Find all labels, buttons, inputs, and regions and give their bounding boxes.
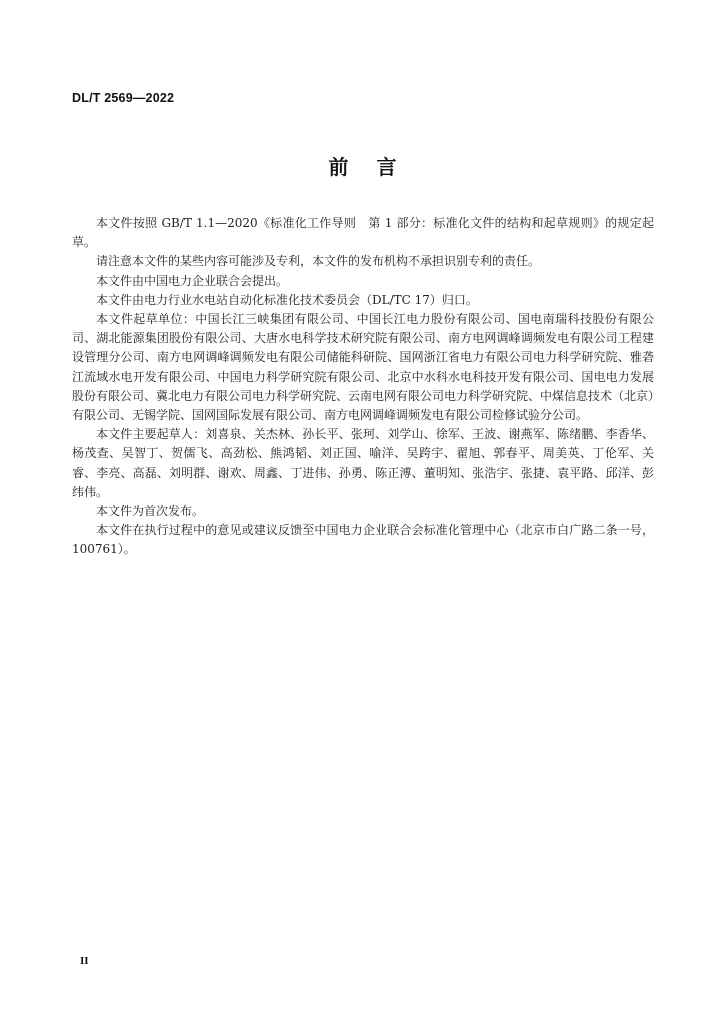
paragraph-proposer: 本文件由中国电力企业联合会提出。	[96, 273, 289, 288]
paragraph-drafting-rules: 本文件按照 GB/T 1.1—2020《标准化工作导则 第 1 部分：标准化文件的结构和起草规则》的规定起草。	[72, 216, 654, 250]
paragraph-drafters: 本文件主要起草人：刘喜泉、关杰林、孙长平、张珂、刘学山、徐军、王波、谢燕军、陈绪鹏、李香华、杨茂查、吴智丁、贺儒飞、高劲松、熊鸿韬、刘正国、喻洋、吴跨宇、翟旭、郭春平、周美英、丁伦军、关睿、李亮、高磊、刘明群、谢欢、周鑫、丁进伟、孙勇、陈正溥、董明知、张浩宇、张捷、袁平路、邱洋、彭纬伟。	[72, 427, 654, 499]
paragraph-technical-committee: 本文件由电力行业水电站自动化标准化技术委员会（DL/TC 17）归口。	[96, 292, 478, 307]
page-number: II	[80, 955, 89, 967]
paragraph-drafting-units: 本文件起草单位：中国长江三峡集团有限公司、中国长江电力股份有限公司、国电南瑞科技股份有限公司、湖北能源集团股份有限公司、大唐水电科学技术研究院有限公司、南方电网调峰调频发电有限公司工程建设管理分公司、南方电网调峰调频发电有限公司储能科研院、国网浙江省电力有限公司电力科学研究院、雅砻江流域水电开发有限公司、中国电力科学研究院有限公司、北京中水科水电科技开发有限公司、国电电力发展股份有限公司、冀北电力有限公司电力科学研究院、云南电网有限公司电力科学研究院、中煤信息技术（北京）有限公司、无锡学院、国网国际发展有限公司、南方电网调峰调频发电有限公司检修试验分公司。	[72, 312, 655, 423]
page-title: 前言	[328, 155, 425, 179]
document-code: DL/T 2569—2022	[72, 91, 175, 105]
paragraph-patent-notice: 请注意本文件的某些内容可能涉及专利，本文件的发布机构不承担识别专利的责任。	[96, 254, 541, 269]
paragraph-feedback-contact: 本文件在执行过程中的意见或建议反馈至中国电力企业联合会标准化管理中心（北京市白广路二条一号，100761）。	[72, 523, 654, 557]
document-body	[72, 214, 654, 560]
paragraph-first-edition: 本文件为首次发布。	[96, 504, 205, 519]
